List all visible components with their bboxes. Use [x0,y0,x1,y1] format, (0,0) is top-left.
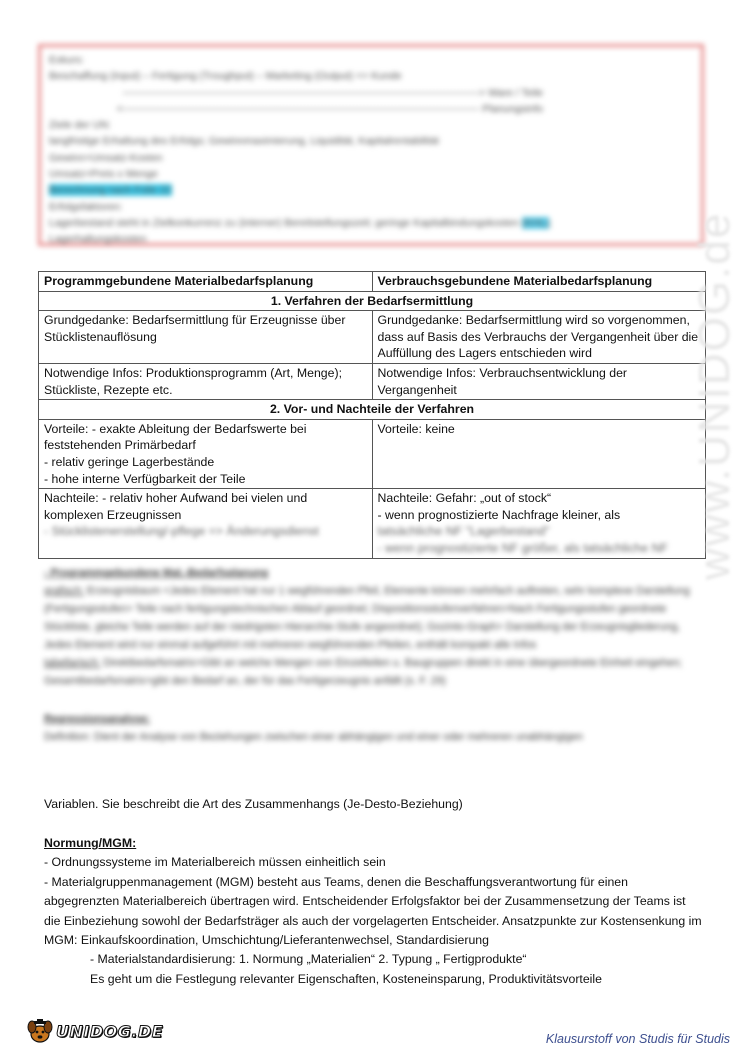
indented-line: - Materialstandardisierung: 1. Normung „Materialien“ 2. Typung „ Fertigprodukte“ [90,952,527,967]
excursus-line: Erfolgsfaktoren: [49,200,123,213]
table-row [39,311,706,364]
table-header-cell: Verbrauchsgebundene Materialbedarfsplanung [372,272,706,292]
footer-logo [26,1018,163,1044]
excursus-line: Beschaffung (Input) – Fertigung (Troughput) – Marketing (Output) => Kunde [49,70,402,83]
table-cell: Vorteile: - exakte Ableitung der Bedarfswerte bei feststehenden Primärbedarf - relativ geringe Lagerbestände - hohe interne Verfügbarkeit der Teile [39,419,373,488]
section-heading: Regressionsanalyse: [44,713,150,725]
table-section-row [39,400,706,420]
table-cell: Notwendige Infos: Verbrauchsentwicklung der Vergangenheit [372,363,706,399]
excursus-line: Lagerhaltungskosten [49,233,147,246]
excursus-line: Ziele der UN: [49,119,111,132]
excursus-highlight: Berechnung nach Folie 22 [49,184,172,197]
watermark: www.UNIDOG.de [690,211,739,580]
section-heading: - Programmgebundene Mat.-Bedarfsplanung [44,567,269,579]
indented-line: Es geht um die Festlegung relevanter Eigenschaften, Kosteneinsparung, Produktivitätsvorteile [90,971,602,986]
excursus-line: langfristige Erhaltung des Erfolgs; Gewinnmaximierung, Liquidität, Kapitalrentabilität [49,135,439,148]
table-header-cell: Programmgebundene Materialbedarfsplanung [39,272,373,292]
table-section-title: 2. Vor- und Nachteile der Verfahren [39,400,706,420]
table-section-row [39,291,706,311]
excursus-arrow-line: ------------------------------------------------------------------------------------------------------> Ware / Teile [122,86,543,99]
comparison-table [38,271,706,559]
regression-text: Variablen. Sie beschreibt die Art des Zusammenhangs (Je-Desto-Beziehung) [44,797,463,811]
excursus-arrow-line: <------------------------------------------------------------------------------------------------------ Planungsinfo [116,102,543,115]
dog-mascot-icon [26,1018,54,1044]
blurred-section [44,564,696,746]
table-row [39,363,706,399]
paragraph: tabellarisch: Direktbedarfsmatrix>Gibt an welche Mengen von Einzelteilen u. Baugruppen direkt in eine übergeordnete Einheit eingehen; Gesamtbedarfsmatrix>gibt den Bedarf an, der für das Fertigerzeugnis anfällt (s. F. 29) [44,657,683,687]
section-title: Normung/MGM: [44,836,137,850]
excursus-line: Gewinn=Umsatz-Kosten [49,151,163,164]
paragraph: grafisch: Erzeugnisbaum <Jedes Element hat nur 1 wegführenden Pfeil, Elemente können mehrfach auftreten, sehr komplexe Darstellung (Fertigungsstufen> Teile nach fertigungstechnischen Ablauf geordnet; Dispositionsstufenverfahren>Nach Fertigungsstufen geordnete Stückliste, gleiche Teile werden auf der niedrigsten Hierarchie-Stufe angeordnet); Gozinto-Graph> Darstellung der Erzeugnisgliederung, Jedes Element wird nur einmal aufgeführt mit mehreren wegführenden Pfeilen, enthält kompakt alle Infos [44,585,690,651]
paragraph: - Ordnungssysteme im Materialbereich müssen einheitlich sein [44,855,386,870]
table-row [39,419,706,488]
excursus-line: Umsatz=Preis x Menge [49,168,158,181]
table-header-row [39,272,706,292]
table-row [39,489,706,558]
table-cell: Nachteile: - relativ hoher Aufwand bei vielen und komplexen Erzeugnissen - Stücklistenerstellung/-pflege => Änderungsdienst [39,489,373,558]
table-cell: Nachteile: Gefahr: „out of stock“ - wenn prognostizierte Nachfrage kleiner, als tatsächliche NF "Lagerbestand" - wenn prognostizierte NF größer, als tatsächliche NF [372,489,706,558]
paragraph: - Materialgruppenmanagement (MGM) besteht aus Teams, denen die Beschaffungsverantwortung für einen abgegrenzten Materialbereich übertragen wird. Entscheidender Erfolgsfaktor bei der Zusammensetzung der Teams ist die Einbeziehung sowohl der Bedarfsträger als auch der vorgelagerten Entscheider. Ansatzpunkte zur Kostensenkung im MGM: Einkaufskoordination, Umschichtung/Lieferantenwechsel, Standardisierung [44,874,702,948]
normung-section [44,834,704,989]
table-cell: Grundgedanke: Bedarfsermittlung für Erzeugnisse über Stücklistenauflösung [39,311,373,364]
footer-tagline: Klausurstoff von Studis für Studis [545,1032,730,1046]
excursus-box [38,44,704,246]
brand-name: UNIDOG.DE [56,1021,164,1041]
table-section-title: 1. Verfahren der Bedarfsermittlung [39,291,706,311]
table-cell: Vorteile: keine [372,419,706,488]
excursus-line: Exkurs: [49,54,85,66]
table-cell: Notwendige Infos: Produktionsprogramm (Art, Menge); Stückliste, Rezepte etc. [39,363,373,399]
paragraph: Definition: Dient der Analyse von Beziehungen zwischen einer abhängigen und einer oder mehreren unabhängigen [44,731,583,743]
excursus-line-long: Lagerbestand steht in Zielkonkurrenz zu (interner) Bereitstellungszeit; geringe Kapitalbindungskosten (KHL); [49,216,553,229]
table-cell: Grundgedanke: Bedarfsermittlung wird so vorgenommen, dass auf Basis des Verbrauchs der Vergangenheit über die Auffüllung des Lagers entschieden wird [372,311,706,364]
